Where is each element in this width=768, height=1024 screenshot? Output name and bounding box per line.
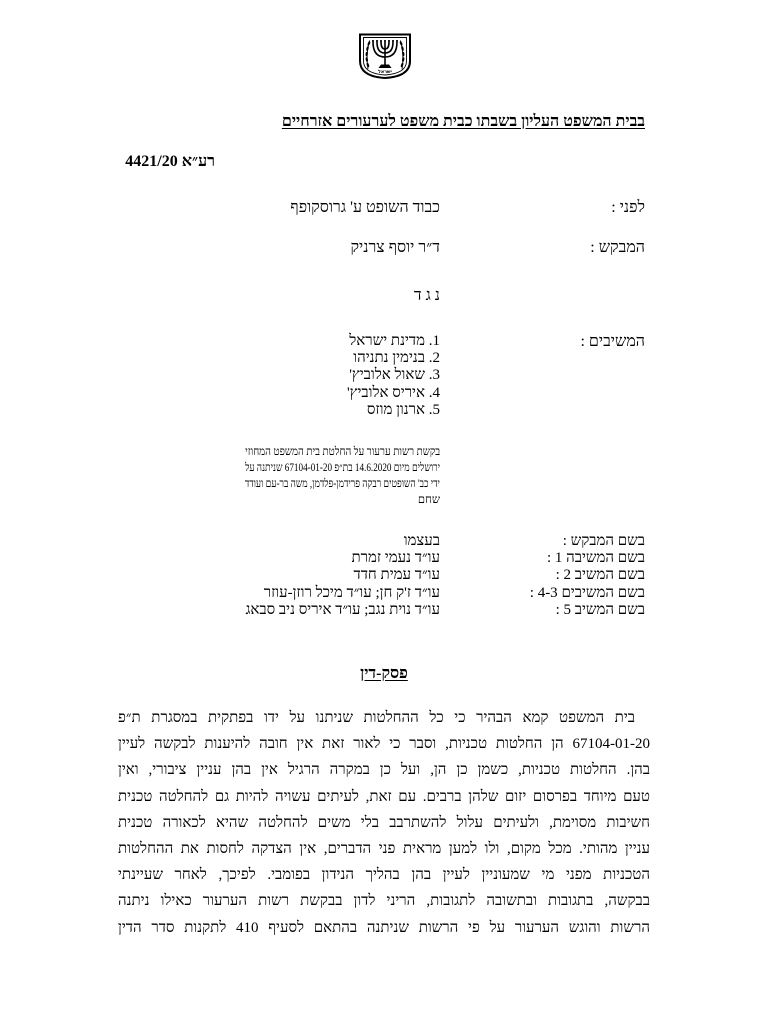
body-line-text: טעם מיוחד בפרסום יזום שלהן ברבים. עם זאת, לעיתים עשויה להיות גם להחלטה טכנית: [118, 788, 650, 805]
representation-value: עו״ד ז'ק חן; עו״ד מיכל רוזן-עוזר: [263, 584, 440, 601]
respondent-item: 3. שאול אלוביץ': [349, 367, 440, 384]
body-line: [118, 888, 650, 914]
description-line-text: ידי כב' השופטים רבקה פרידמן-פלדמן, משה בר-עם ועודד: [245, 478, 440, 490]
description-line: [245, 476, 440, 492]
description-line-text: בקשת רשות ערעור על החלטת בית המשפט המחוזי: [245, 446, 440, 458]
representation-value: עו״ד נעמי זמרת: [351, 550, 440, 567]
description-line: [245, 460, 440, 476]
before-label: לפני :: [611, 199, 645, 216]
respondent-item: 1. מדינת ישראל: [349, 333, 440, 349]
respondent-item: 4. איריס אלוביץ': [346, 384, 440, 401]
body-line-text: בית המשפט קמא הבהיר כי כל ההחלטות שניתנו על ידו בפתקית במסגרת ת״פ: [118, 710, 635, 726]
description-line: [245, 492, 440, 508]
description-line-text: ירושלים מיום 14.6.2020 בת״פ 67104-01-20 שניתנה על: [245, 462, 440, 474]
representation-values: [245, 533, 440, 619]
representation-label: בשם המשיב 2 :: [555, 567, 645, 584]
body-line-text: הטכניות מפני מי שמעוניין לעיין בהן בהליך הנידון בפומבי. לפיכך, לאחר שעיינתי: [118, 867, 650, 884]
menorah-base: [379, 65, 392, 69]
olive-branch-right: [399, 41, 404, 70]
judgment-body: [118, 705, 650, 941]
applicant-name: ד״ר יוסף צרניק: [350, 239, 440, 256]
menorah-icon: [372, 41, 398, 65]
state-emblem-icon: [357, 32, 413, 80]
olive-branch-left: [365, 41, 370, 70]
respondent-item: 5. ארנון מוזס: [366, 401, 440, 418]
emblem-lettering: ישראל: [378, 70, 392, 75]
judge-name: כבוד השופט ע' גרוסקופף: [290, 199, 440, 216]
judgment-title: פסק-דין: [360, 665, 408, 682]
case-number: רע״א 4421/20: [125, 153, 215, 170]
court-heading: בבית המשפט העליון בשבתו כבית משפט לערעורים אזרחיים: [281, 113, 645, 130]
representation-label: בשם המשיבים 4-3 :: [529, 584, 645, 601]
respondents-list: [347, 333, 440, 419]
body-line-text: בהן. החלטות טכניות, כשמן כן הן, ועל כן במקרה הרגיל אין בהן עניין ציבורי, ואין: [118, 762, 650, 779]
versus-label: נ ג ד: [413, 287, 440, 304]
representation-value: עו״ד נוית נגב; עו״ד איריס ניב סבאג: [245, 601, 440, 618]
body-line: [118, 705, 650, 731]
body-line-text: בבקשה, בתגובות ובתשובה לתגובות, הריני לדון בבקשת רשות הערעור כאילו ניתנה: [118, 893, 650, 910]
body-line: [118, 731, 650, 757]
body-line: [118, 862, 650, 888]
body-line-text: חשיבות מסוימת, ולעיתים עלול להשתרבב בלי משים להחלטה שהיא לכאורה טכנית: [118, 814, 650, 831]
body-line: [118, 915, 650, 941]
representation-value: עו״ד עמית חדד: [353, 567, 440, 584]
representation-label: בשם המבקש :: [562, 533, 645, 549]
applicant-label: המבקש :: [590, 239, 645, 256]
representation-labels: [530, 533, 645, 619]
application-description: [245, 444, 440, 508]
body-line: [118, 757, 650, 783]
body-line-text: עניין מהותי. מכל מקום, ולו למען מראית פני הדברים, אין הצדקה לחסות את ההחלטות: [118, 841, 650, 858]
respondents-label: המשיבים :: [580, 333, 645, 350]
representation-label: בשם המשיבה 1 :: [546, 550, 645, 567]
body-line-text: 67104-01-20 הן החלטות טכניות, וסבר כי לאור זאת אין חובה להיענות לבקשה לעיין: [118, 736, 650, 753]
description-line: [245, 444, 440, 460]
description-line-text: שחם: [417, 494, 440, 506]
body-line: [118, 784, 650, 810]
body-line: [118, 836, 650, 862]
body-line: [118, 810, 650, 836]
respondent-item: 2. בנימין נתניהו: [353, 350, 440, 367]
representation-label: בשם המשיב 5 :: [555, 601, 645, 618]
representation-value: בעצמו: [403, 533, 440, 549]
body-line-text: הרשות והוגש הערעור על פי הרשות שניתנה בהתאם לסעיף 410 לתקנות סדר הדין: [118, 919, 650, 936]
